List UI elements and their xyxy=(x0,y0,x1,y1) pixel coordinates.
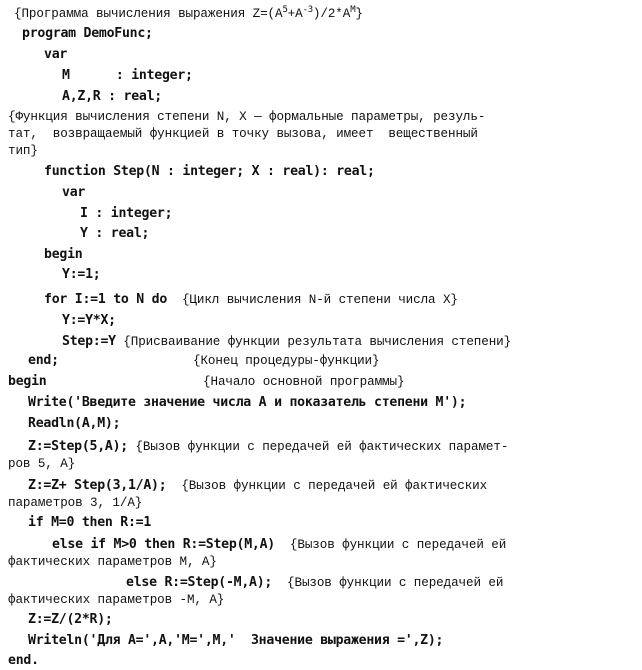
code-line xyxy=(62,89,162,105)
code-line xyxy=(44,292,458,308)
code-line xyxy=(8,554,217,570)
exponent: -3 xyxy=(302,5,313,15)
code-text: else if M>0 then R:=Step(M,A) xyxy=(52,537,275,552)
code-text: for I:=1 to N do xyxy=(44,292,168,307)
code-text: if M=0 then R:=1 xyxy=(28,515,152,530)
code-text: else R:=Step(-M,A); xyxy=(126,575,273,590)
code-comment: параметров 3, 1/A} xyxy=(8,496,143,510)
code-comment: {Вызов функции с передачей ей фактических парамет- xyxy=(127,440,509,454)
code-comment: } xyxy=(355,7,363,21)
code-comment: тип} xyxy=(8,144,38,158)
code-text: Step:=Y xyxy=(62,334,116,349)
code-text: begin xyxy=(44,247,83,262)
code-line xyxy=(8,653,39,669)
code-text: Writeln('Для A=',A,'M=',M,' Значение выражения =',Z); xyxy=(28,633,444,648)
code-text: end. xyxy=(8,653,39,668)
code-line xyxy=(8,109,485,125)
code-comment: фактических параметров -M, A} xyxy=(8,593,225,607)
code-line xyxy=(8,456,75,472)
code-line xyxy=(28,633,443,649)
code-line xyxy=(44,164,375,180)
code-line xyxy=(62,185,85,201)
code-text: end; xyxy=(28,353,59,368)
code-line xyxy=(22,26,153,42)
code-line xyxy=(8,126,478,142)
code-text: begin xyxy=(8,374,47,389)
code-text: Y:=Y*X; xyxy=(62,313,116,328)
code-line xyxy=(62,313,116,329)
code-line xyxy=(44,247,82,263)
code-comment: {Присваивание функции результата вычисления степени} xyxy=(115,335,512,349)
code-comment: тат, возвращаемый функцией в точку вызова, имеет вещественный xyxy=(8,127,478,141)
code-text: Write('Введите значение числа A и показатель степени M'); xyxy=(28,395,467,410)
code-line xyxy=(28,416,120,432)
code-line xyxy=(80,226,149,242)
code-text: Z:=Z+ Step(3,1/A); xyxy=(28,478,167,493)
code-comment: {Конец процедуры-функции} xyxy=(58,354,380,368)
code-line xyxy=(28,515,151,531)
code-line xyxy=(28,353,379,369)
code-text: I : integer; xyxy=(80,206,173,221)
code-text: Z:=Z/(2*R); xyxy=(28,612,113,627)
code-line xyxy=(28,395,466,411)
code-text: M : integer; xyxy=(62,68,193,83)
code-comment: {Вызов функции с передачей ей xyxy=(275,538,507,552)
code-line xyxy=(62,68,193,84)
code-comment: {Программа вычисления выражения Z=(A xyxy=(14,7,283,21)
code-text: Readln(A,M); xyxy=(28,416,121,431)
exponent: 5 xyxy=(282,5,288,15)
code-line xyxy=(62,334,511,350)
code-text: var xyxy=(62,185,86,200)
code-text: var xyxy=(44,47,68,62)
code-line xyxy=(80,206,172,222)
code-text: Y : real; xyxy=(80,226,150,241)
code-line xyxy=(62,267,100,283)
code-comment: фактических параметров M, A} xyxy=(8,555,217,569)
code-text: program DemoFunc; xyxy=(22,26,153,41)
code-comment: {Вызов функции с передачей ей xyxy=(272,576,504,590)
exponent: M xyxy=(350,5,356,15)
code-comment: {Функция вычисления степени N, X — формальные параметры, резуль- xyxy=(8,110,486,124)
code-line xyxy=(8,374,404,390)
code-text: function Step(N : integer; X : real): real; xyxy=(44,164,375,179)
code-text: Y:=1; xyxy=(62,267,101,282)
code-line xyxy=(28,439,508,455)
code-comment: {Вызов функции с передачей ей фактических xyxy=(166,479,488,493)
code-text: A,Z,R : real; xyxy=(62,89,162,104)
code-line xyxy=(14,6,363,22)
code-comment: {Начало основной программы} xyxy=(46,375,405,389)
code-line xyxy=(28,478,487,494)
code-line xyxy=(44,47,67,63)
code-line xyxy=(8,495,142,511)
code-line xyxy=(52,537,506,553)
code-line xyxy=(126,575,503,591)
code-comment: +A xyxy=(287,7,303,21)
code-line xyxy=(8,143,38,159)
code-comment: {Цикл вычисления N-й степени числа X} xyxy=(167,293,458,307)
code-line xyxy=(8,592,224,608)
code-comment: )/2*A xyxy=(312,7,351,21)
code-comment: ров 5, A} xyxy=(8,457,76,471)
code-text: Z:=Step(5,A); xyxy=(28,439,128,454)
code-line xyxy=(28,612,113,628)
